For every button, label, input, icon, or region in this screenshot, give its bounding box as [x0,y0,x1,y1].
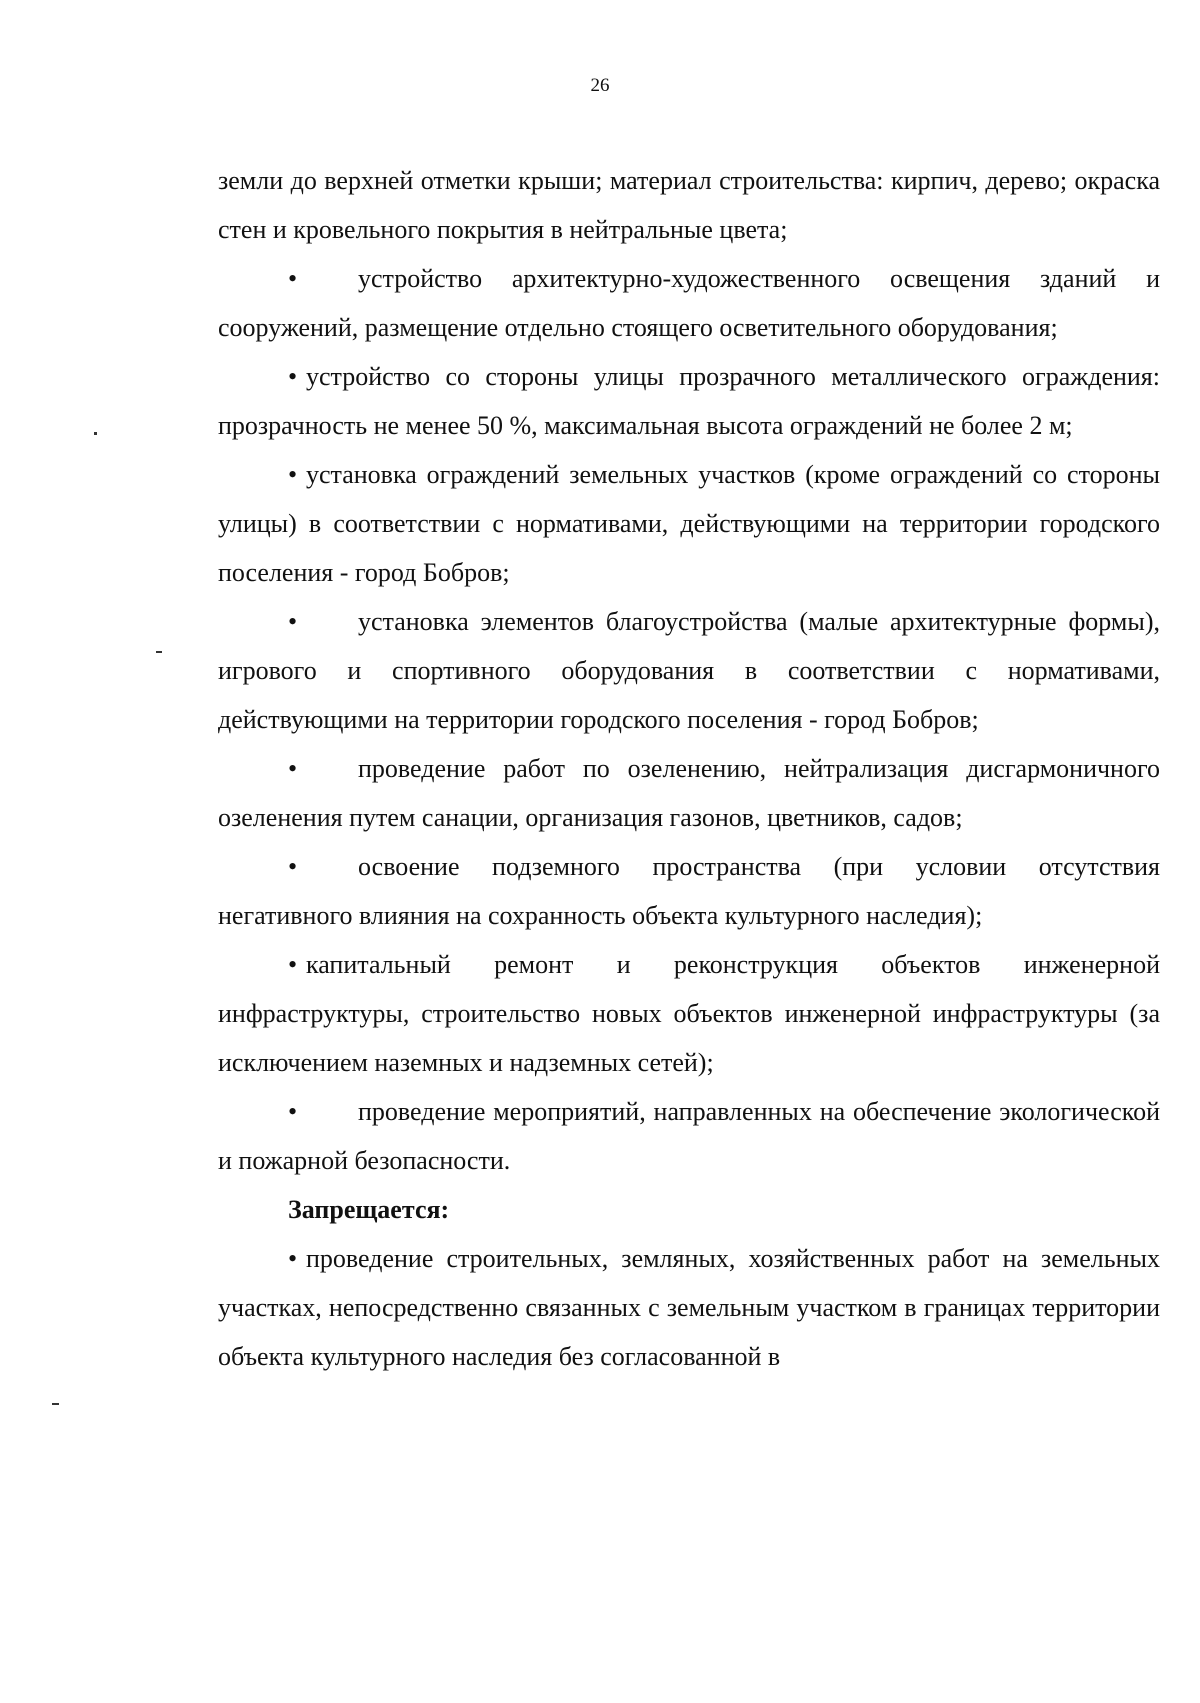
allowed-item-7 [218,940,1160,1087]
bullet-icon: • [288,460,298,489]
allowed-item-text: капитальный ремонт и реконструкция объектов инженерной инфраструктуры, строительство новых объектов инженерной инфраструктуры (за исключением наземных и надземных сетей); [218,950,1160,1077]
page-number: 26 [590,75,610,96]
allowed-item-text: освоение подземного пространства (при условии отсутствия негативного влияния на сохранность объекта культурного наследия); [218,852,1160,930]
bullet-icon: • [288,1244,298,1273]
bullet-icon: • [288,264,298,293]
document-body [218,156,1160,1381]
allowed-item-text: установка элементов благоустройства (малые архитектурные формы), игрового и спортивного оборудования в соответствии с нормативами, действующими на территории городского поселения - город Бобров; [218,607,1160,734]
allowed-item-1 [218,254,1160,352]
bullet-icon: • [288,754,298,783]
intro-paragraph: земли до верхней отметки крыши; материал строительства: кирпич, дерево; окраска стен и кровельного покрытия в нейтральные цвета; [218,166,1160,244]
bullet-icon: • [288,1097,298,1126]
allowed-item-3 [218,450,1160,597]
allowed-item-2 [218,352,1160,450]
prohibited-heading: Запрещается: [288,1195,450,1224]
bullet-icon: • [288,950,298,979]
scan-speck [156,651,162,653]
prohibited-item-text: проведение строительных, земляных, хозяйственных работ на земельных участках, непосредственно связанных с земельным участком в границах территории объекта культурного наследия без согласованной в [218,1244,1160,1371]
allowed-item-5 [218,744,1160,842]
allowed-item-text: устройство архитектурно-художественного освещения зданий и сооружений, размещение отдельно стоящего осветительного оборудования; [218,264,1160,342]
allowed-item-text: установка ограждений земельных участков (кроме ограждений со стороны улицы) в соответствии с нормативами, действующими на территории городского поселения - город Бобров; [218,460,1160,587]
scan-speck [94,432,97,435]
scan-speck [52,1403,59,1405]
allowed-item-8 [218,1087,1160,1185]
bullet-icon: • [288,852,298,881]
bullet-icon: • [288,607,298,636]
allowed-item-text: проведение работ по озеленению, нейтрализация дисгармоничного озеленения путем санации, организация газонов, цветников, садов; [218,754,1160,832]
allowed-item-text: проведение мероприятий, направленных на обеспечение экологической и пожарной безопасности. [218,1097,1160,1175]
allowed-item-6 [218,842,1160,940]
prohibited-item-1 [218,1234,1160,1381]
allowed-item-4 [218,597,1160,744]
bullet-icon: • [288,362,298,391]
allowed-item-text: устройство со стороны улицы прозрачного металлического ограждения: прозрачность не менее 50 %, максимальная высота ограждений не более 2 м; [218,362,1160,440]
